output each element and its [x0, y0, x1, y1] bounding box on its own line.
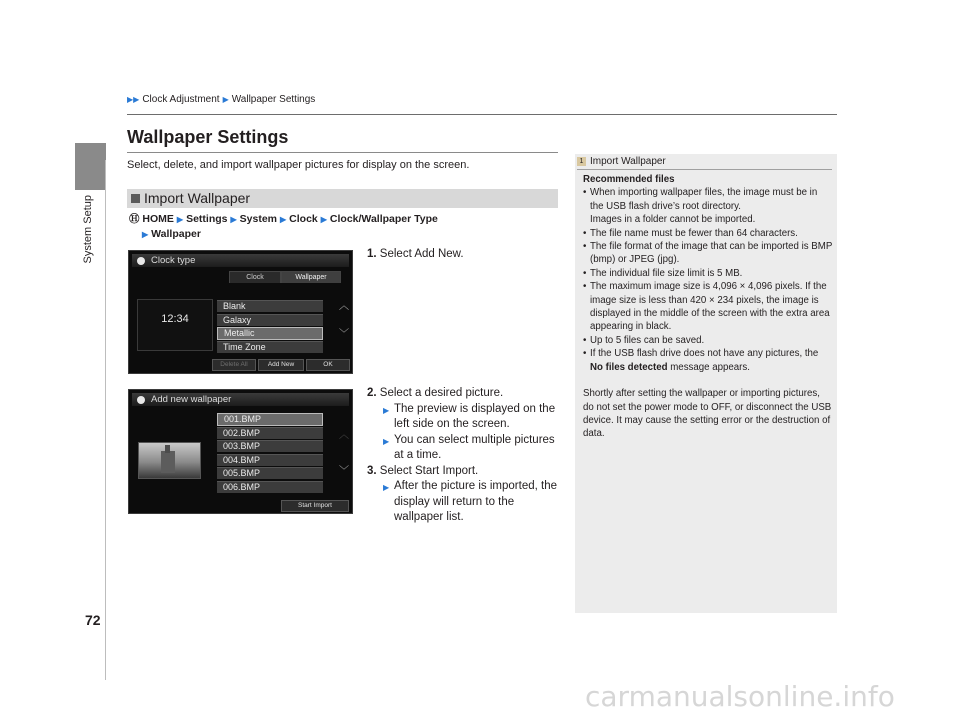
note-bullet: • The maximum image size is 4,096 × 4,096 pixels. If the image size is less than 420 × 234 pixels, the image is displayed in the middle of the screen with the extra area appearing in black. [583, 280, 833, 334]
note-bullet: • The file format of the image that can be imported is BMP (bmp) or JPEG (jpg). [583, 240, 833, 267]
section-heading [131, 190, 250, 206]
step-text: The preview is displayed on the left side on the screen. [394, 402, 556, 430]
arrow-icon: ▶ [230, 215, 237, 224]
section-heading-text: Import Wallpaper [144, 190, 251, 206]
file-item[interactable]: 003.BMP [217, 440, 323, 452]
arrow-icon: ▶ [320, 215, 327, 224]
note-bullet [583, 186, 833, 226]
note-number: 1 [577, 157, 586, 166]
side-divider [105, 160, 106, 680]
menu-path [129, 212, 559, 242]
file-item[interactable]: 006.BMP [217, 481, 323, 493]
note-title: Import Wallpaper [590, 156, 666, 167]
note-bullet: • The individual file size limit is 5 MB. [583, 267, 833, 280]
breadcrumb-item[interactable]: Wallpaper Settings [231, 94, 316, 105]
arrow-icon: ▶▶ [127, 95, 140, 104]
step-target: Start Import [414, 464, 476, 477]
note-bullet-bold: No files detected [590, 361, 668, 373]
path-item: Clock/Wallpaper Type [329, 213, 438, 225]
step-1 [367, 247, 557, 263]
step-text: Select a desired picture. [379, 387, 504, 399]
path-item: Settings [186, 213, 228, 225]
path-item: Wallpaper [151, 228, 201, 240]
back-icon[interactable] [137, 257, 145, 265]
step-text: . [475, 464, 479, 477]
arrow-icon: ▶ [176, 215, 184, 224]
note-bullet [583, 347, 833, 374]
breadcrumb-item[interactable]: Clock Adjustment [142, 94, 220, 105]
list-item-selected[interactable]: Metallic [217, 327, 323, 340]
path-item: System [239, 213, 278, 225]
screen-title: Add new wallpaper [151, 394, 232, 405]
scroll-down-icon[interactable]: ﹀ [339, 466, 349, 477]
file-item-selected[interactable]: 001.BMP [217, 413, 323, 426]
breadcrumb [127, 94, 315, 105]
note-bullet-text: Images in a folder cannot be imported. [590, 214, 756, 226]
tab-wallpaper[interactable]: Wallpaper [281, 271, 341, 283]
step-text: Select [379, 248, 412, 260]
step-2 [367, 386, 559, 402]
list-item[interactable]: Time Zone [217, 341, 323, 353]
scroll-up-icon[interactable]: ︿ [339, 301, 349, 312]
ok-button[interactable]: OK [306, 359, 350, 371]
note-body [583, 173, 833, 441]
step-text: . [460, 248, 464, 260]
scroll-down-icon[interactable]: ﹀ [339, 329, 349, 340]
step-substep [380, 402, 559, 433]
step-number: 1. [367, 248, 377, 260]
castle-tower [165, 445, 170, 453]
square-bullet-icon [131, 194, 140, 203]
note-bullet-text: When importing wallpaper files, the image must be in the USB flash drive’s root directory. [590, 187, 818, 212]
note-heading [577, 156, 666, 167]
home-icon: Ⓗ [129, 213, 140, 225]
arrow-icon: ▶ [383, 436, 390, 446]
watermark: carmanualsonline.info [585, 680, 895, 713]
note-bullet: • Up to 5 files can be saved. [583, 334, 833, 347]
arrow-icon: ▶ [142, 230, 149, 239]
step-substep [380, 479, 559, 526]
note-caution: Shortly after setting the wallpaper or importing pictures, do not set the power mode to OFF, or disconnect the USB device. It may cause the setting error or the destruction of data. [583, 388, 832, 440]
page-title: Wallpaper Settings [127, 127, 289, 147]
add-new-button[interactable]: Add New [258, 359, 304, 371]
castle-shape [161, 451, 175, 473]
note-bullet-text: If the USB flash drive does not have any pictures, the [590, 348, 819, 360]
step-2-3 [367, 386, 559, 526]
title-rule [127, 152, 558, 153]
note-bullet: • The file name must be fewer than 64 characters. [583, 227, 833, 240]
arrow-icon: ▶ [280, 215, 287, 224]
step-number: 3. [367, 464, 377, 477]
step-substep [380, 433, 559, 464]
step-number: 2. [367, 387, 377, 399]
arrow-icon: ▶ [383, 405, 390, 415]
file-item[interactable]: 005.BMP [217, 467, 323, 479]
tab-clock[interactable]: Clock [229, 271, 281, 283]
intro-text: Select, delete, and import wallpaper pictures for display on the screen. [127, 159, 470, 171]
step-text: You can select multiple pictures at a time. [394, 433, 555, 461]
preview-time: 12:34 [161, 313, 189, 325]
wallpaper-preview [138, 442, 201, 479]
screen-header [132, 393, 349, 406]
chapter-tab [75, 143, 106, 190]
path-item: Clock [289, 213, 318, 225]
step-text: Select [379, 464, 412, 477]
list-item[interactable]: Blank [217, 300, 323, 312]
delete-all-button[interactable]: Delete All [212, 359, 256, 371]
path-item: HOME [142, 213, 174, 225]
file-item[interactable]: 004.BMP [217, 454, 323, 466]
arrow-icon: ▶ [383, 483, 390, 492]
note-subheading: Recommended files [583, 174, 675, 185]
screen-title: Clock type [151, 255, 196, 266]
screen-header [132, 254, 349, 267]
note-list [583, 186, 833, 374]
scroll-up-icon[interactable]: ︿ [339, 430, 349, 441]
note-bullet-text: message appears. [670, 361, 750, 373]
back-icon[interactable] [137, 396, 145, 404]
step-target: Add New [414, 248, 461, 260]
list-item[interactable]: Galaxy [217, 314, 323, 326]
header-rule [127, 114, 837, 115]
clock-type-screen [128, 250, 353, 374]
start-import-button[interactable]: Start Import [281, 500, 349, 512]
note-rule [577, 169, 832, 170]
file-item[interactable]: 002.BMP [217, 427, 323, 439]
step-text: After the picture is imported, the display will return to the wallpaper list. [394, 480, 557, 523]
arrow-icon: ▶ [222, 95, 229, 104]
clock-preview [137, 299, 213, 351]
chapter-label: System Setup [82, 195, 94, 264]
page-number: 72 [85, 612, 101, 628]
add-wallpaper-screen [128, 389, 353, 514]
step-3 [367, 464, 559, 480]
